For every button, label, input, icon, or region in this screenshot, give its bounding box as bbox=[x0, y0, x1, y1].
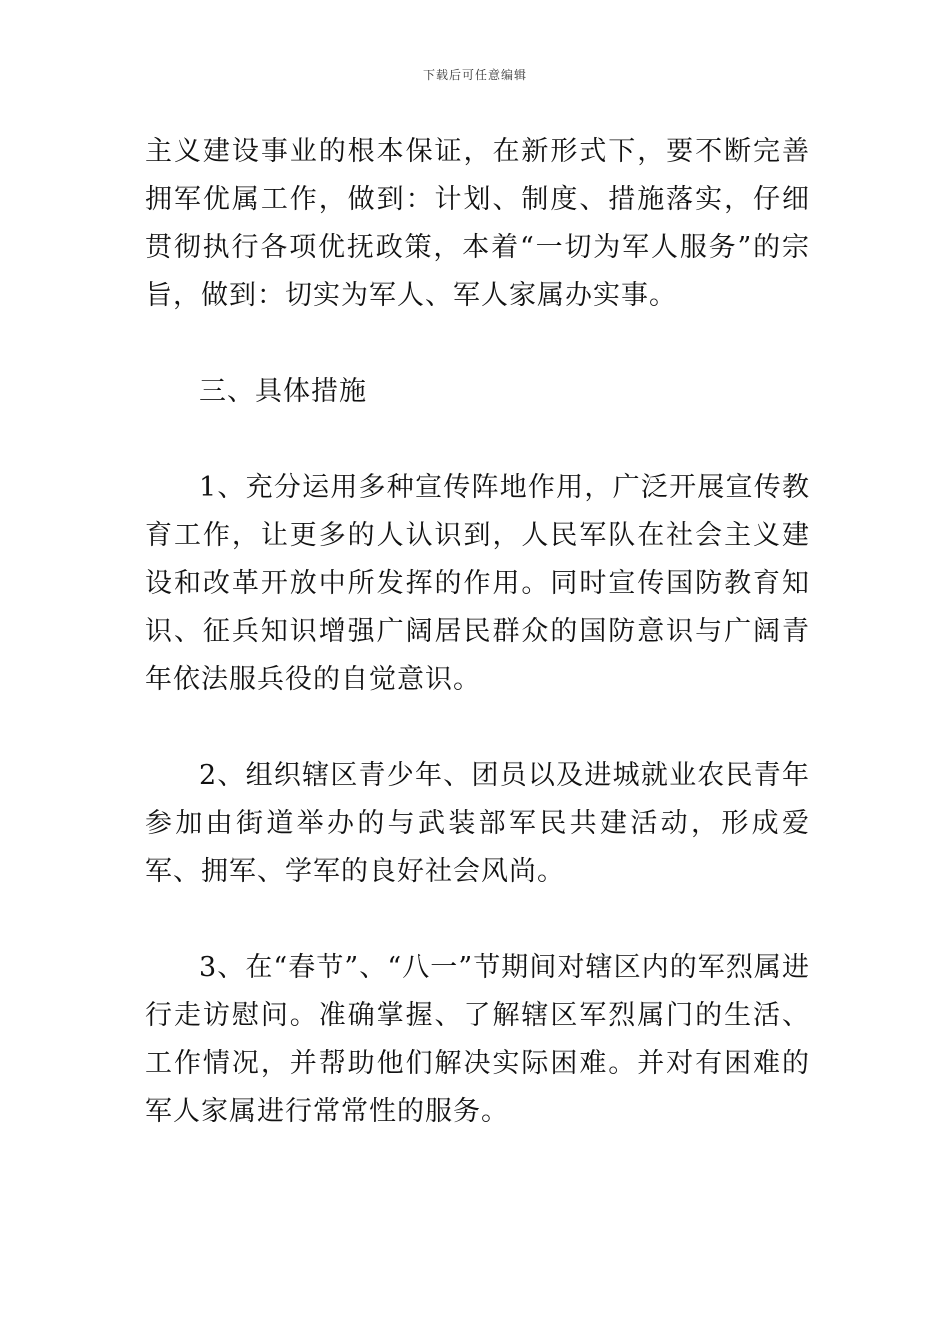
paragraph-spacer bbox=[145, 320, 810, 368]
measure-item-2: 2、组织辖区青少年、团员以及进城就业农民青年参加由街道举办的与武装部军民共建活动，形成爱军、拥军、学军的良好社会风尚。 bbox=[145, 760, 810, 887]
document-body bbox=[145, 128, 810, 1136]
paragraph-spacer bbox=[145, 704, 810, 752]
measure-item-1: 1、充分运用多种宣传阵地作用，广泛开展宣传教育工作，让更多的人认识到，人民军队在社会主义建设和改革开放中所发挥的作用。同时宣传国防教育知识、征兵知识增强广阔居民群众的国防意识与广阔青年依法服兵役的自觉意识。 bbox=[145, 472, 810, 695]
measure-item-3: 3、在“春节”、“八一”节期间对辖区内的军烈属进行走访慰问。准确掌握、了解辖区军烈属门的生活、工作情况，并帮助他们解决实际困难。并对有困难的军人家属进行常常性的服务。 bbox=[145, 952, 810, 1127]
section-heading: 三、具体措施 bbox=[199, 376, 367, 407]
paragraph-continuation: 主义建设事业的根本保证，在新形式下，要不断完善拥军优属工作，做到：计划、制度、措施落实，仔细贯彻执行各项优抚政策，本着“一切为军人服务”的宗旨，做到：切实为军人、军人家属办实事。 bbox=[145, 136, 810, 311]
paragraph-spacer bbox=[145, 896, 810, 944]
paragraph-spacer bbox=[145, 416, 810, 464]
header-note: 下载后可任意编辑 bbox=[422, 68, 527, 82]
